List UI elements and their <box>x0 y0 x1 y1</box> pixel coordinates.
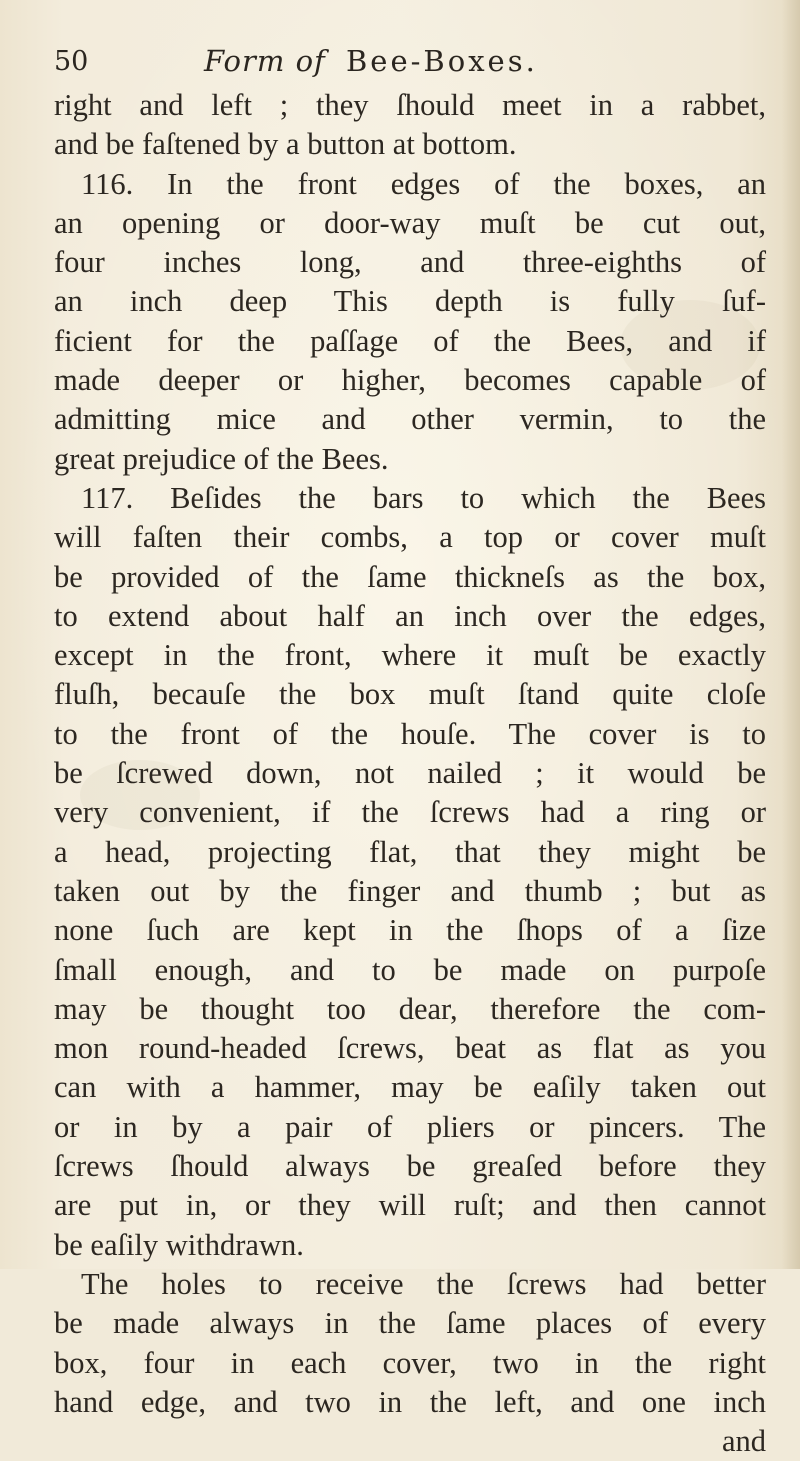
text-line: none ſuch are kept in the ſhops of a ſize <box>54 913 766 948</box>
text-line: be made always in the ſame places of every <box>54 1306 766 1341</box>
catchword: and <box>721 1424 766 1459</box>
page-number: 50 <box>54 46 89 77</box>
text-line: or in by a pair of pliers or pincers. The <box>54 1109 766 1144</box>
text-line: hand edge, and two in the left, and one inch <box>54 1384 766 1419</box>
text-line: very convenient, if the ſcrews had a ring or <box>54 795 766 830</box>
text-line: box, four in each cover, two in the right <box>54 1345 766 1380</box>
page-edge-shadow <box>782 0 800 1269</box>
text-line: can with a hammer, may be eaſily taken out <box>54 1070 766 1105</box>
text-line: are put in, or they will ruſt; and then cannot <box>54 1188 766 1223</box>
text-line: admitting mice and other vermin, to the <box>54 402 766 437</box>
running-title <box>204 44 538 78</box>
text-line: be ſcrewed down, not nailed ; it would be <box>54 756 766 791</box>
text-line: ſcrews ſhould always be greaſed before they <box>54 1149 766 1184</box>
text-line: made deeper or higher, becomes capable of <box>54 363 766 398</box>
text-line: and be faſtened by a button at bottom. <box>54 127 517 162</box>
text-line: fluſh, becauſe the box muſt ſtand quite cloſe <box>54 677 766 712</box>
text-line: a head, projecting flat, that they might be <box>54 834 766 869</box>
text-line: be provided of the ſame thickneſs as the box, <box>54 559 766 594</box>
text-line: ficient for the paſſage of the Bees, and if <box>54 323 766 358</box>
text-line: 117. Beſides the bars to which the Bees <box>81 480 766 515</box>
text-line: ſmall enough, and to be made on purpoſe <box>54 952 766 987</box>
text-line: an opening or door-way muſt be cut out, <box>54 205 766 240</box>
text-line: mon round-headed ſcrews, beat as flat as you <box>54 1031 766 1066</box>
body-text <box>54 86 766 1461</box>
text-line: an inch deep This depth is fully ſuf- <box>54 284 766 319</box>
text-line: taken out by the finger and thumb ; but as <box>54 873 766 908</box>
text-line: be eaſily withdrawn. <box>54 1227 304 1262</box>
text-line: to extend about half an inch over the edges, <box>54 598 766 633</box>
running-title-italic: Form of <box>204 44 326 78</box>
text-line: 116. In the front edges of the boxes, an <box>81 166 766 201</box>
text-line: right and left ; they ſhould meet in a rabbet, <box>54 88 766 122</box>
text-line: four inches long, and three-eighths of <box>54 245 766 280</box>
text-line: to the front of the houſe. The cover is to <box>54 716 766 751</box>
running-title-caps: Bee-Boxes. <box>346 44 538 78</box>
running-header <box>54 36 754 80</box>
text-line: great prejudice of the Bees. <box>54 441 389 476</box>
text-line: The holes to receive the ſcrews had better <box>81 1266 766 1301</box>
text-line: except in the front, where it muſt be exactly <box>54 638 766 673</box>
text-line: will faſten their combs, a top or cover muſt <box>54 520 766 555</box>
text-line: may be thought too dear, therefore the com- <box>54 991 766 1026</box>
